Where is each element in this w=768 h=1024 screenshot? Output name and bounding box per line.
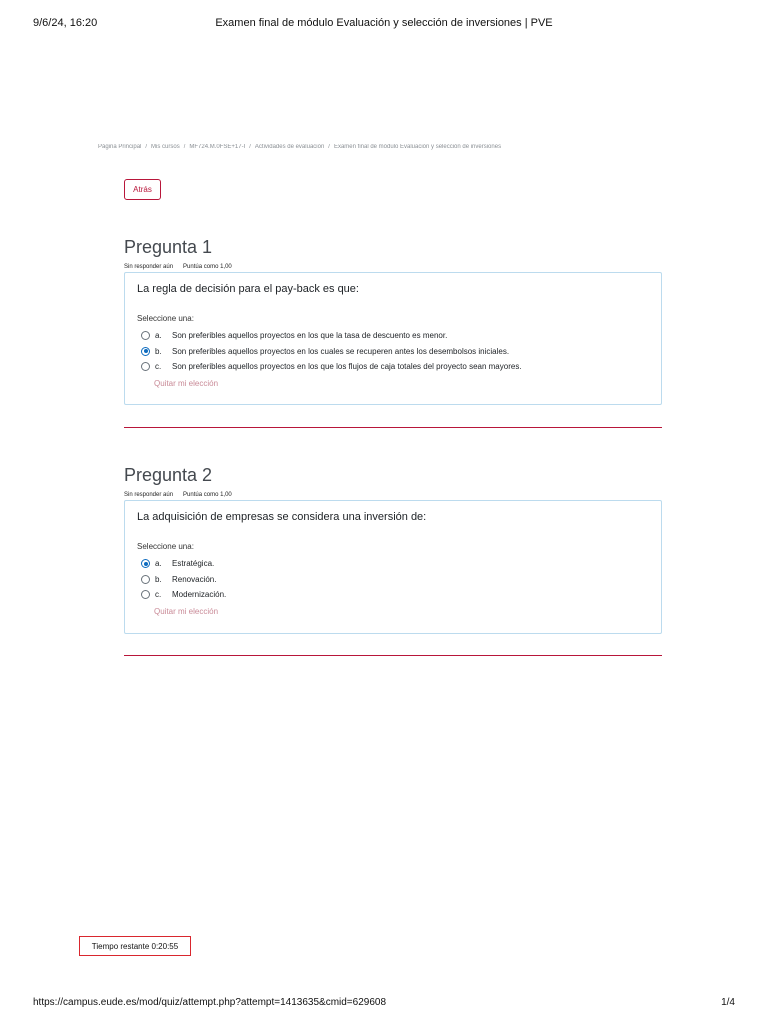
breadcrumb [98, 144, 698, 150]
question-box [124, 272, 662, 405]
answer-prompt: Seleccione una: [137, 314, 194, 323]
question-text: La regla de decisión para el pay-back es que: [137, 283, 359, 295]
answer-text: Estratégica. [172, 559, 215, 569]
question-title: Pregunta 1 [124, 237, 213, 257]
answer-letter: a. [155, 559, 162, 569]
breadcrumb-separator: / [145, 144, 148, 150]
question-1 [124, 237, 662, 405]
print-header [33, 17, 735, 31]
breadcrumb-item-activities[interactable]: Actividades de evaluación [254, 144, 325, 150]
answer-option-c[interactable] [137, 587, 649, 603]
clear-choice-link[interactable]: Quitar mi elección [154, 378, 219, 388]
print-page-number: 1/4 [721, 997, 735, 1008]
answer-option-b[interactable] [137, 344, 649, 360]
question-title: Pregunta 2 [124, 465, 213, 485]
answer-option-a[interactable] [137, 556, 649, 572]
answer-letter: c. [155, 590, 162, 600]
breadcrumb-separator: / [328, 144, 330, 150]
question-2 [124, 465, 662, 634]
answer-option-b[interactable] [137, 572, 649, 588]
answer-text: Son preferibles aquellos proyectos en los cuales se recuperen antes los desembolsos iniciales. [172, 346, 510, 356]
question-grade: Puntúa como 1,00 [183, 264, 232, 270]
answer-text: Son preferibles aquellos proyectos en los que los flujos de caja totales del proyecto sean mayores. [172, 362, 522, 372]
answer-list [137, 556, 649, 603]
answer-text: Son preferibles aquellos proyectos en los que la tasa de descuento es menor. [172, 331, 448, 341]
breadcrumb-item-exam[interactable]: Examen final de módulo Evaluación y selección de inversiones [333, 144, 502, 150]
answer-list [137, 328, 649, 375]
breadcrumb-item-my-courses[interactable]: Mis cursos [151, 144, 180, 150]
answer-letter: b. [155, 574, 162, 584]
question-info [124, 492, 662, 500]
breadcrumb-separator: / [183, 144, 186, 150]
question-text: La adquisición de empresas se considera una inversión de: [137, 511, 427, 523]
back-button[interactable]: Atrás [124, 179, 161, 200]
radio-button-selected[interactable] [141, 559, 150, 568]
answer-text: Renovación. [172, 574, 217, 584]
print-page-title: Examen final de módulo Evaluación y selección de inversiones | PVE [215, 17, 553, 29]
question-status: Sin responder aún [124, 264, 174, 270]
question-box [124, 500, 662, 634]
question-status: Sin responder aún [124, 492, 174, 498]
radio-button[interactable] [141, 575, 150, 584]
radio-button-selected[interactable] [141, 347, 150, 356]
question-divider [124, 655, 662, 656]
clear-choice-link[interactable]: Quitar mi elección [154, 606, 219, 616]
print-datetime: 9/6/24, 16:20 [33, 17, 98, 29]
answer-text: Modernización. [172, 590, 227, 600]
question-info [124, 264, 662, 272]
answer-letter: c. [155, 362, 162, 372]
answer-prompt: Seleccione una: [137, 542, 194, 551]
radio-button[interactable] [141, 362, 150, 371]
answer-option-c[interactable] [137, 359, 649, 375]
breadcrumb-item-course[interactable]: MF724.M.0FSE+17-I [189, 144, 246, 150]
print-url: https://campus.eude.es/mod/quiz/attempt.php?attempt=1413635&cmid=629608 [33, 997, 387, 1008]
answer-letter: a. [155, 331, 162, 341]
question-divider [124, 427, 662, 428]
radio-button[interactable] [141, 331, 150, 340]
print-footer [33, 997, 735, 1011]
answer-option-a[interactable] [137, 328, 649, 344]
breadcrumb-item-home[interactable]: Página Principal [98, 144, 142, 150]
breadcrumb-separator: / [249, 144, 251, 150]
radio-button[interactable] [141, 590, 150, 599]
question-grade: Puntúa como 1,00 [183, 492, 232, 498]
answer-letter: b. [155, 346, 162, 356]
time-remaining: Tiempo restante 0:20:55 [79, 936, 191, 956]
